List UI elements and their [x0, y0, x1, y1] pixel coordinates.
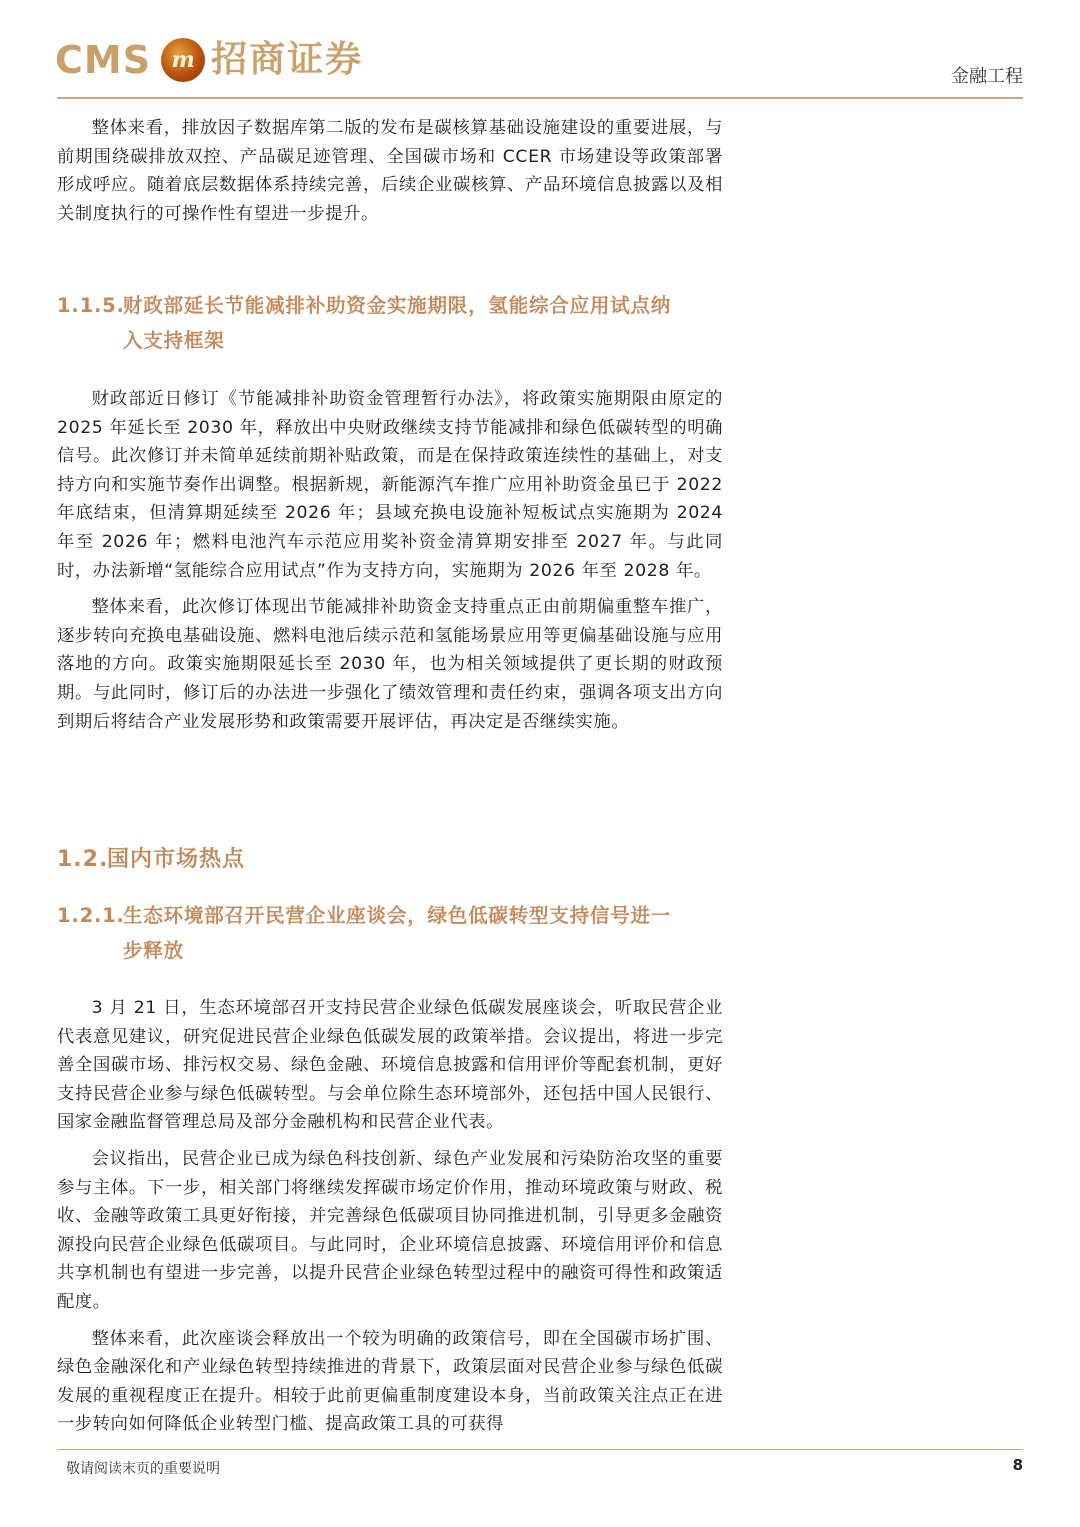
logo-chinese-text: 招商证券 — [211, 39, 364, 80]
page-number: 8 — [1012, 1456, 1023, 1474]
company-logo — [55, 36, 363, 84]
section-1-1-5-body — [57, 385, 723, 736]
section-title-line2: 入支持框架 — [123, 329, 225, 352]
section-title-line2: 步释放 — [123, 939, 184, 962]
paragraph: 整体来看，排放因子数据库第二版的发布是碳核算基础设施建设的重要进展，与前期围绕碳排放双控、产品碳足迹管理、全国碳市场和 CCER 市场建设等政策部署形成呼应。随着底层数据体系持续完善，后续企业碳核算、产品环境信息披露以及相关制度执行的可操作性有望进一步提升。 — [57, 118, 723, 224]
header-divider — [57, 97, 1023, 99]
section-title-line1: 财政部延长节能减排补助资金实施期限，氢能综合应用试点纳 — [123, 294, 672, 317]
page-header — [0, 0, 1080, 100]
section-heading-1-2 — [57, 842, 245, 878]
paragraph: 会议指出，民营企业已成为绿色科技创新、绿色产业发展和污染防治攻坚的重要参与主体。下一步，相关部门将继续发挥碳市场定价作用，推动环境政策与财政、税收、金融等政策工具更好衔接，并完善绿色低碳项目协同推进机制，引导更多金融资源投向民营企业绿色低碳项目。与此同时，企业环境信息披露、环境信用评价和信息共享机制也有望进一步完善，以提升民营企业绿色转型过程中的融资可得性和政策适配度。 — [57, 1148, 723, 1312]
paragraph: 财政部近日修订《节能减排补助资金管理暂行办法》，将政策实施期限由原定的 2025 年延长至 2030 年，释放出中央财政继续支持节能减排和绿色低碳转型的明确信号。此次修订并未简单延续前期补贴政策，而是在保持政策连续性的基础上，对支持方向和实施节奏作出调整。根据新规，新能源汽车推广应用补助资金虽已于 2022 年底结束，但清算期延续至 2026 年；县域充换电设施补短板试点实施期为 2024 年至 2026 年；燃料电池汽车示范应用奖补资金清算期安排至 2027 年。与此同时，办法新增“氢能综合应用试点”作为支持方向，实施期为 2026 年至 2028 年。 — [57, 389, 723, 581]
section-title: 国内市场热点 — [107, 847, 246, 872]
section-title-line1: 生态环境部召开民营企业座谈会，绿色低碳转型支持信号进一 — [123, 904, 672, 927]
footer-divider — [57, 1449, 1023, 1450]
paragraph: 整体来看，此次座谈会释放出一个较为明确的政策信号，即在全国碳市场扩围、绿色金融深化和产业绿色转型持续推进的背景下，政策层面对民营企业参与绿色低碳发展的重视程度正在提升。相较于此前更偏重制度建设本身，当前政策关注点正在进一步转向如何降低企业转型门槛、提高政策工具的可获得 — [57, 1328, 723, 1435]
section-number: 1.1.5. — [57, 294, 125, 317]
section-heading-1-2-1 — [57, 898, 737, 968]
department-label: 金融工程 — [951, 66, 1023, 87]
section-number: 1.2.1. — [57, 904, 125, 927]
footer-disclaimer-note: 敬请阅读末页的重要说明 — [66, 1461, 220, 1477]
paragraph: 整体来看，此次修订体现出节能减排补助资金支持重点正由前期偏重整车推广，逐步转向充换电基础设施、燃料电池后续示范和氢能场景应用等更偏基础设施与应用落地的方向。政策实施期限延长至 2030 年，也为相关领域提供了更长期的财政预期。与此同时，修订后的办法进一步强化了绩效管理和责任约束，强调各项支出方向到期后将结合产业发展形势和政策需要开展评估，再决定是否继续实施。 — [57, 597, 723, 732]
logo-latin-text: CMS — [55, 38, 152, 82]
section-heading-1-1-5 — [57, 288, 737, 358]
paragraph: 3 月 21 日，生态环境部召开支持民营企业绿色低碳发展座谈会，听取民营企业代表意见建议，研究促进民营企业绿色低碳发展的政策举措。会议提出，将进一步完善全国碳市场、排污权交易、绿色金融、环境信息披露和信用评价等配套机制，更好支持民营企业参与绿色低碳转型。与会单位除生态环境部外，还包括中国人民银行、国家金融监督管理总局及部分金融机构和民营企业代表。 — [57, 998, 723, 1133]
section-1-2-1-body — [57, 994, 723, 1442]
logo-seal-icon: m — [161, 38, 205, 82]
intro-text-block — [57, 114, 723, 228]
section-number: 1.2. — [57, 847, 109, 872]
